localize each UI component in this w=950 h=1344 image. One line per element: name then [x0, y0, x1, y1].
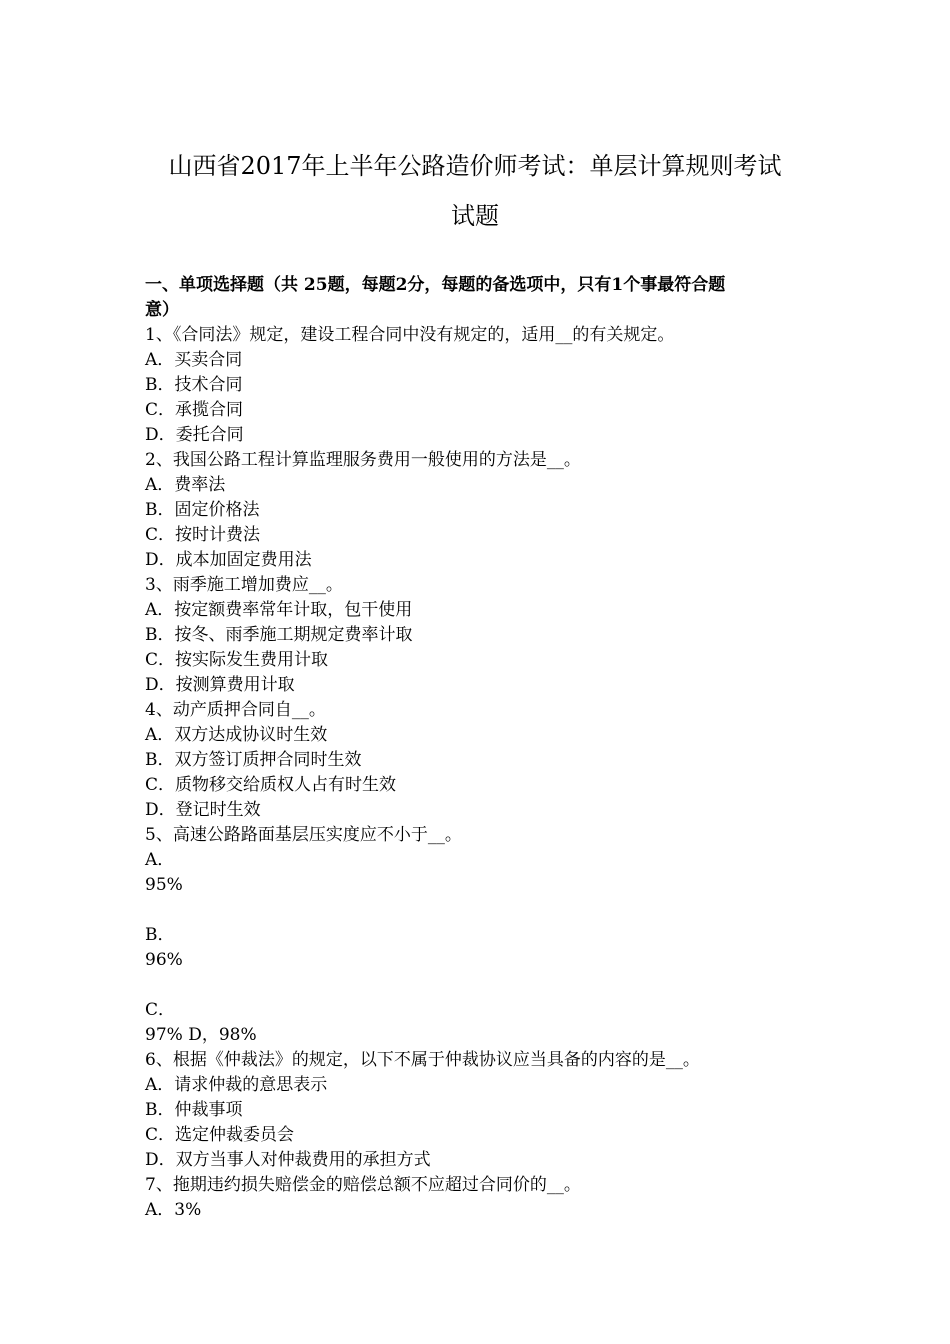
- text-line: B．仲裁事项: [145, 1100, 243, 1120]
- text-line: D．登记时生效: [145, 800, 261, 820]
- text-line: A．费率法: [145, 475, 226, 495]
- section-heading-line-2: 意）: [145, 300, 179, 320]
- text-line: 6、根据《仲裁法》的规定，以下不属于仲裁协议应当具备的内容的是__。: [145, 1050, 700, 1070]
- text-line: B．固定价格法: [145, 500, 260, 520]
- text-line: 5、高速公路路面基层压实度应不小于__。: [145, 825, 462, 845]
- question-list: [145, 273, 815, 1223]
- text-line: C．选定仲裁委员会: [145, 1125, 295, 1145]
- text-line: B．技术合同: [145, 375, 243, 395]
- text-line: D．按测算费用计取: [145, 675, 295, 695]
- text-line: 2、我国公路工程计算监理服务费用一般使用的方法是__。: [145, 450, 581, 470]
- section-heading-line-1: 一、单项选择题（共 25题，每题2分，每题的备选项中，只有1个事最符合题: [145, 275, 726, 295]
- text-line: 97% D，98%: [145, 1025, 257, 1045]
- question-lines: [145, 323, 815, 1223]
- blank-line: [145, 898, 815, 923]
- text-line: 7、拖期违约损失赔偿金的赔偿总额不应超过合同价的__。: [145, 1175, 581, 1195]
- title-line-1: 山西省2017年上半年公路造价师考试：单层计算规则考试: [168, 152, 782, 180]
- blank-line: [145, 973, 815, 998]
- text-line: D．双方当事人对仲裁费用的承担方式: [145, 1150, 431, 1170]
- text-line: C．按时计费法: [145, 525, 261, 545]
- text-line: 96%: [145, 950, 183, 970]
- text-line: A．买卖合同: [145, 350, 243, 370]
- text-line: B．按冬、雨季施工期规定费率计取: [145, 625, 413, 645]
- text-line: A．3%: [145, 1200, 202, 1220]
- text-line: B．双方签订质押合同时生效: [145, 750, 362, 770]
- text-line: C．按实际发生费用计取: [145, 650, 329, 670]
- text-line: C．质物移交给质权人占有时生效: [145, 775, 397, 795]
- text-line: 4、动产质押合同自__。: [145, 700, 326, 720]
- text-line: 3、雨季施工增加费应__。: [145, 575, 343, 595]
- text-line: 1、《合同法》规定，建设工程合同中没有规定的，适用__的有关规定。: [145, 325, 675, 345]
- text-line: C．: [145, 1000, 176, 1020]
- text-line: A．: [145, 850, 175, 870]
- text-line: B．: [145, 925, 175, 945]
- text-line: A．双方达成协议时生效: [145, 725, 328, 745]
- document-title: [120, 151, 830, 231]
- text-line: D．委托合同: [145, 425, 244, 445]
- title-line-2: 试题: [451, 202, 499, 230]
- text-line: A．请求仲裁的意思表示: [145, 1075, 328, 1095]
- text-line: D．成本加固定费用法: [145, 550, 312, 570]
- text-line: A．按定额费率常年计取，包干使用: [145, 600, 413, 620]
- text-line: C．承揽合同: [145, 400, 244, 420]
- text-line: 95%: [145, 875, 183, 895]
